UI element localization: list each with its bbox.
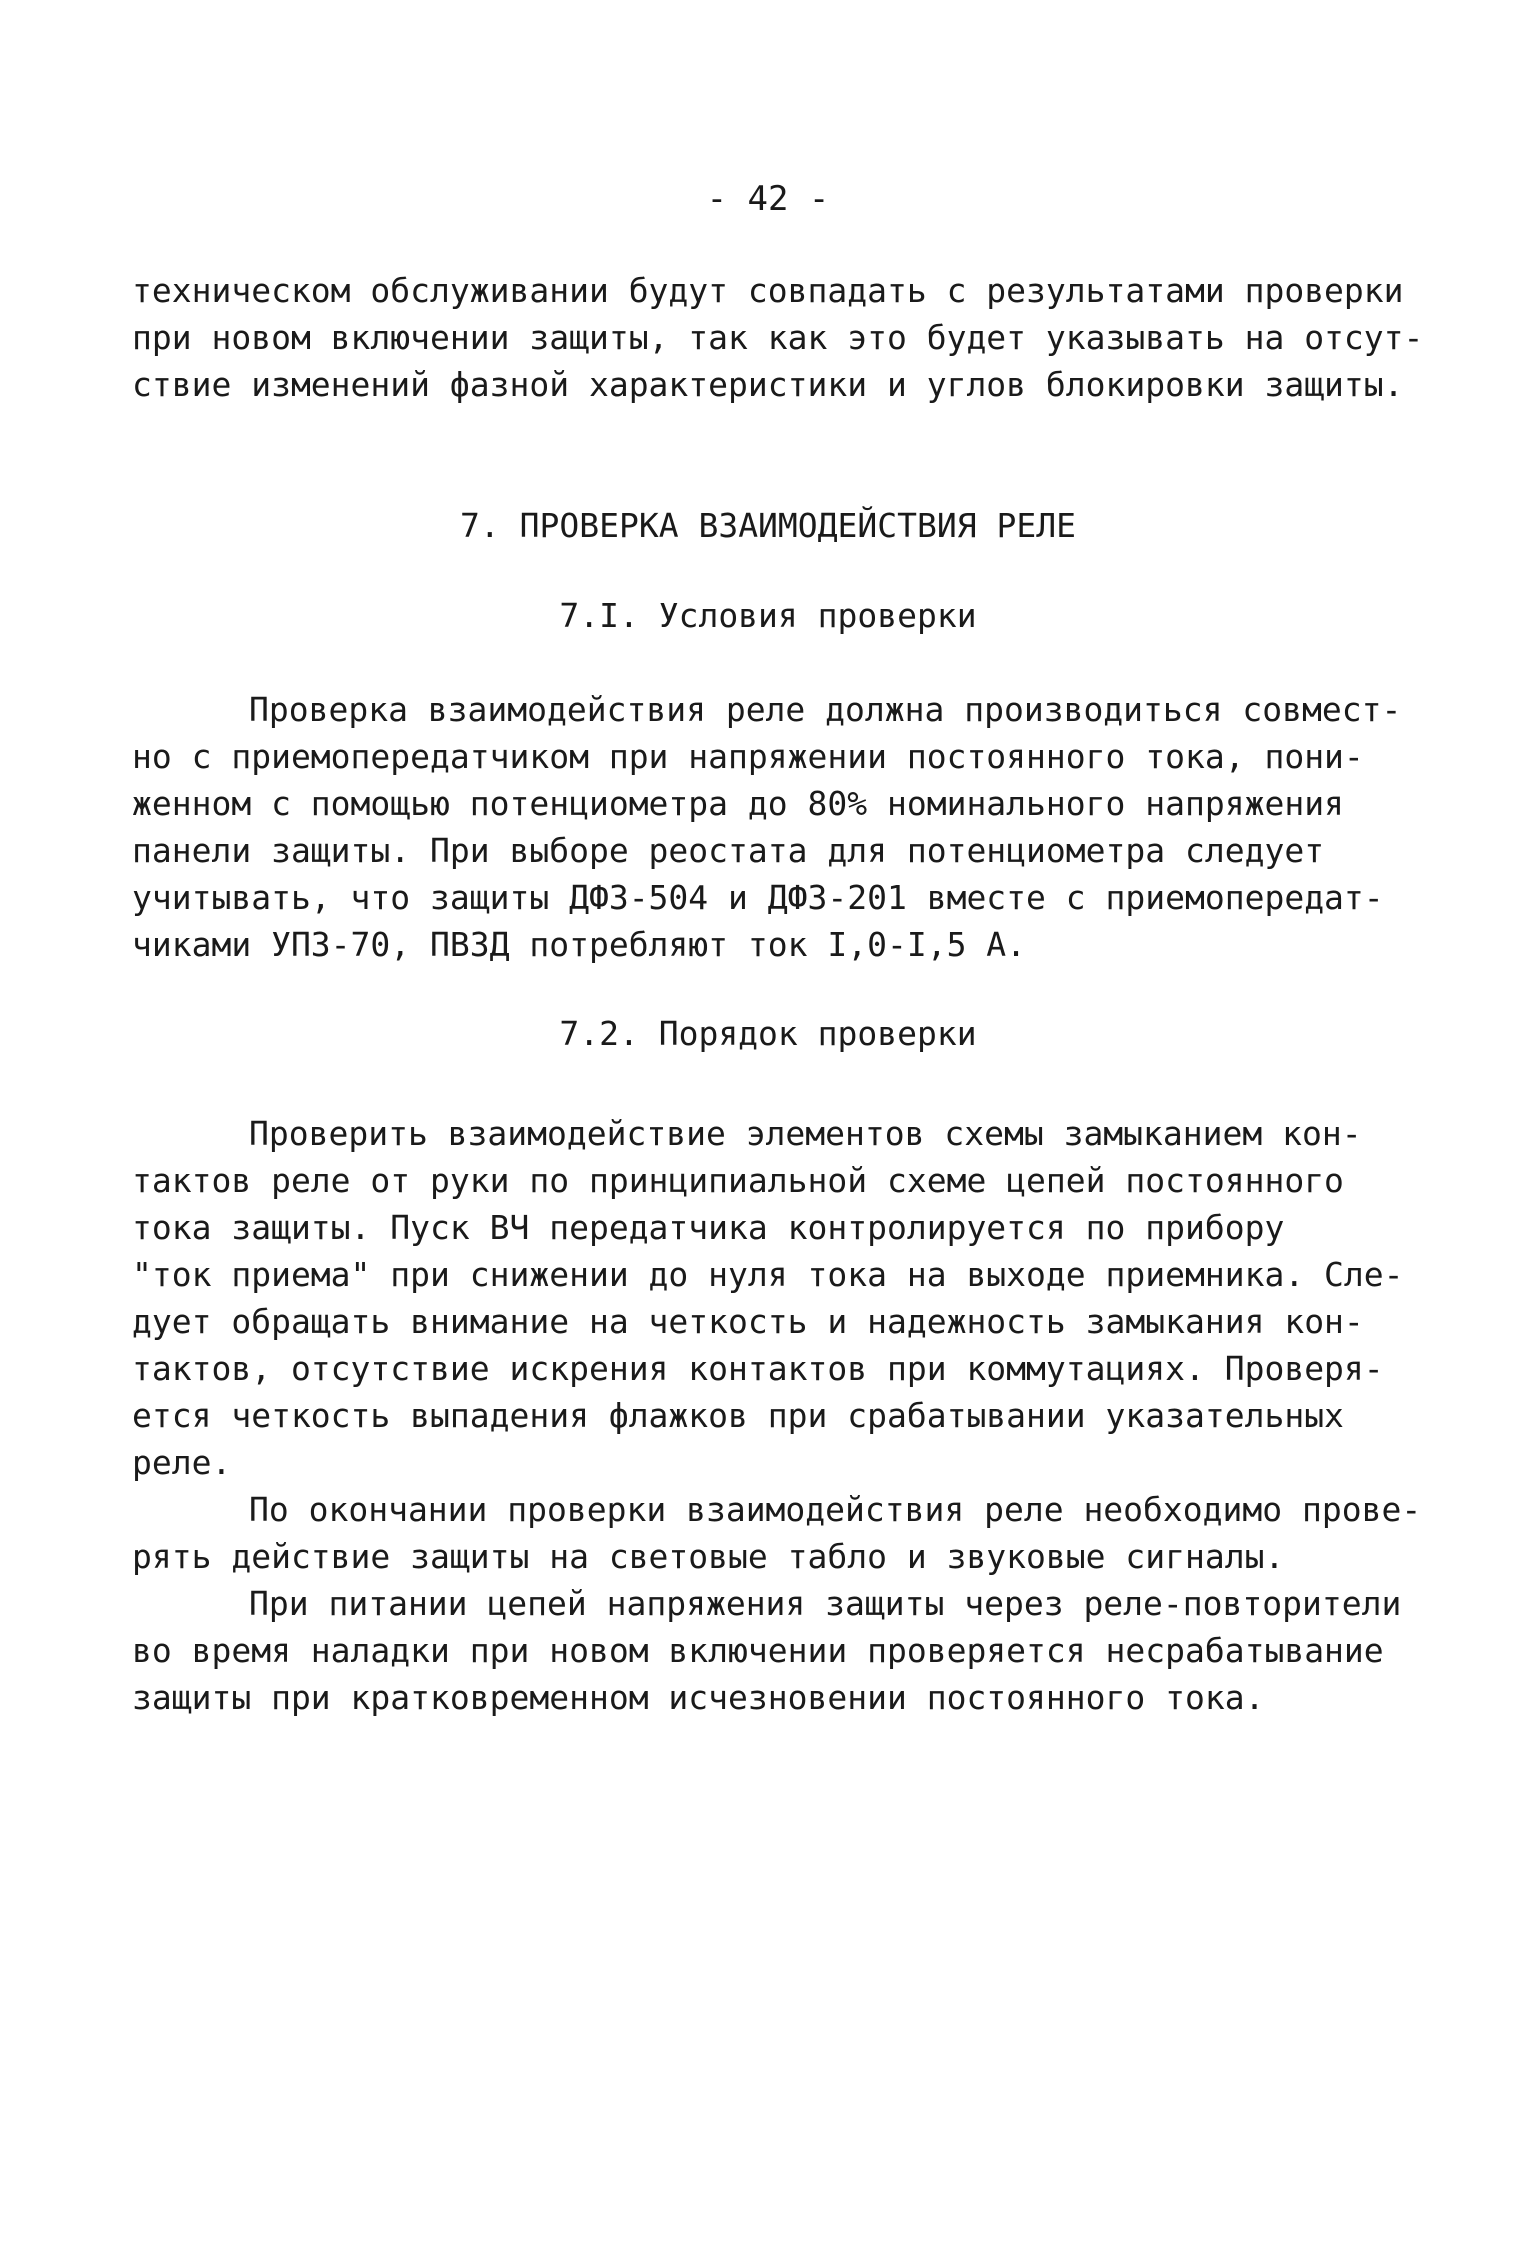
text-line: "ток приема" при снижении до нуля тока на выходе приемника. Сле- bbox=[132, 1255, 1404, 1294]
text-line: при новом включении защиты, так как это будет указывать на отсут- bbox=[132, 318, 1424, 357]
text-line: По окончании проверки взаимодействия реле необходимо прове- bbox=[249, 1490, 1422, 1529]
subsection-2-title: 7.2. Порядок проверки bbox=[559, 1014, 977, 1053]
section-title: 7. ПРОВЕРКА ВЗАИМОДЕЙСТВИЯ РЕЛЕ bbox=[460, 506, 1076, 545]
subsection-1-paragraph bbox=[132, 686, 1402, 968]
text-line: При питании цепей напряжения защиты через реле-повторители bbox=[249, 1584, 1402, 1623]
text-line: дует обращать внимание на четкость и надежность замыкания кон- bbox=[132, 1302, 1364, 1341]
text-line: женном с помощью потенциометра до 80% номинального напряжения bbox=[132, 784, 1344, 823]
subsection-1-title: 7.I. Условия проверки bbox=[559, 596, 977, 635]
text-line: во время наладки при новом включении проверяется несрабатывание bbox=[132, 1631, 1384, 1670]
text-line: тактов, отсутствие искрения контактов при коммутациях. Проверя- bbox=[132, 1349, 1384, 1388]
subsection-2-paragraph-2 bbox=[132, 1486, 1422, 1580]
intro-paragraph bbox=[132, 267, 1424, 408]
subsection-2-paragraph-1 bbox=[132, 1110, 1404, 1486]
text-line: ствие изменений фазной характеристики и углов блокировки защиты. bbox=[132, 365, 1404, 404]
text-line: учитывать, что защиты ДФЗ-504 и ДФЗ-201 вместе с приемопередат- bbox=[132, 878, 1384, 917]
text-line: тока защиты. Пуск ВЧ передатчика контролируется по прибору bbox=[132, 1208, 1285, 1247]
text-line: Проверка взаимодействия реле должна производиться совмест- bbox=[249, 690, 1402, 729]
page-number: - 42 - bbox=[706, 179, 830, 219]
text-line: но с приемопередатчиком при напряжении постоянного тока, пони- bbox=[132, 737, 1364, 776]
text-line: панели защиты. При выборе реостата для потенциометра следует bbox=[132, 831, 1325, 870]
text-line: чиками УПЗ-70, ПВЗД потребляют ток I,0-I,5 А. bbox=[132, 925, 1027, 964]
text-line: защиты при кратковременном исчезновении постоянного тока. bbox=[132, 1678, 1265, 1717]
subsection-2-paragraph-3 bbox=[132, 1580, 1402, 1721]
text-line: ется четкость выпадения флажков при срабатывании указательных bbox=[132, 1396, 1344, 1435]
text-line: тактов реле от руки по принципиальной схеме цепей постоянного bbox=[132, 1161, 1344, 1200]
text-line: реле. bbox=[132, 1443, 232, 1482]
text-line: Проверить взаимодействие элементов схемы замыканием кон- bbox=[249, 1114, 1362, 1153]
text-line: рять действие защиты на световые табло и звуковые сигналы. bbox=[132, 1537, 1285, 1576]
text-line: техническом обслуживании будут совпадать с результатами проверки bbox=[132, 271, 1404, 310]
